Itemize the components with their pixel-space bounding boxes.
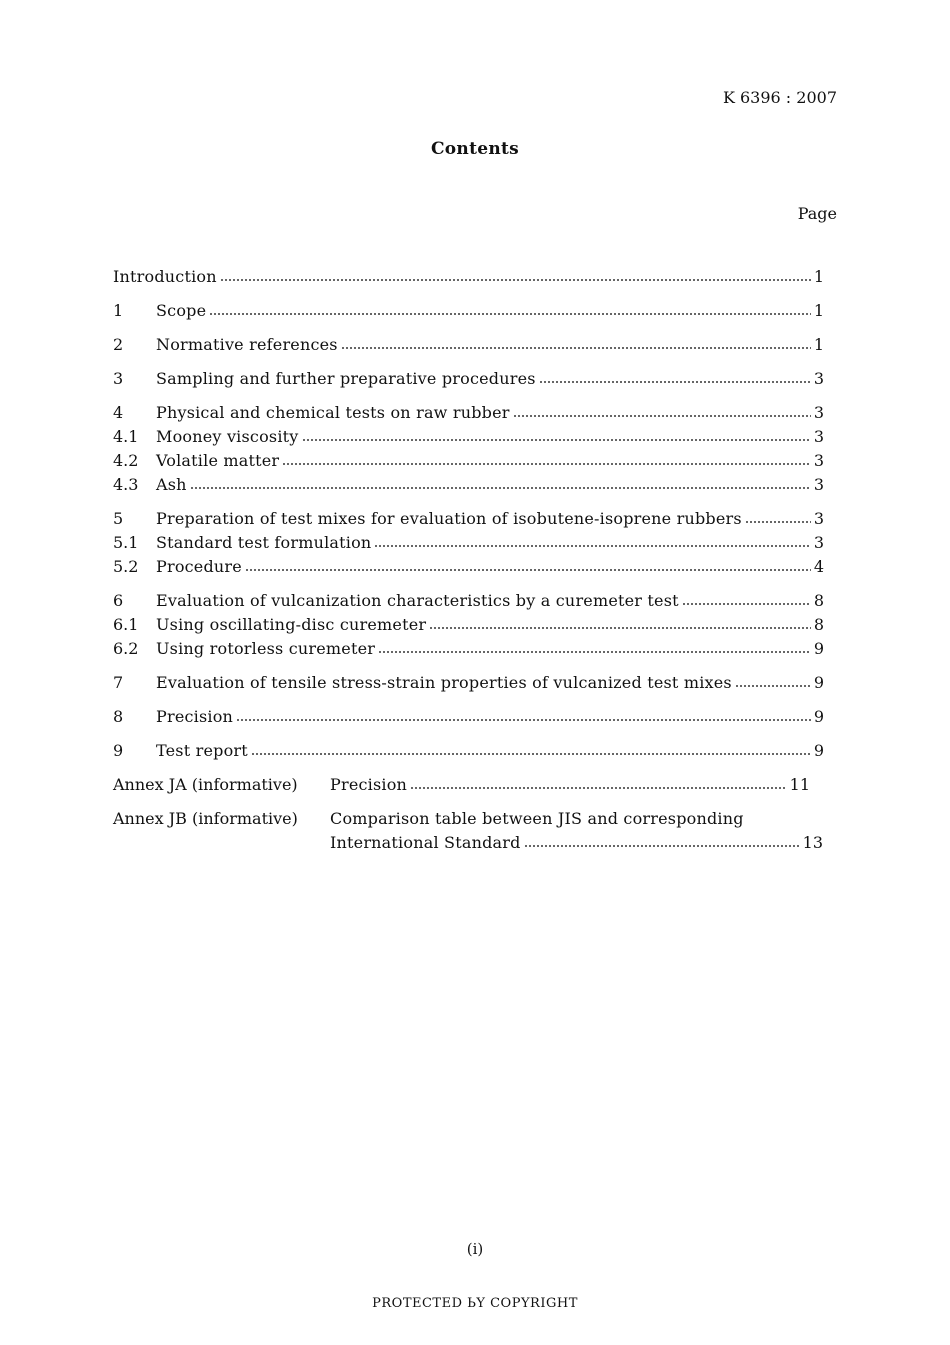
toc-entry-number: 7: [113, 673, 124, 692]
toc-entry-introduction[interactable]: [113, 265, 824, 289]
document-code: K 6396 : 2007: [722, 88, 837, 107]
toc-entry-page: 4: [813, 557, 824, 576]
toc-entry-number: 6.1: [113, 615, 139, 634]
toc-entry-title: Precision: [156, 707, 234, 726]
dot-leader: [251, 753, 811, 755]
toc-entry-4-2[interactable]: [113, 449, 824, 473]
toc-entry-page: 3: [813, 509, 824, 528]
toc-entry-page: 9: [813, 673, 824, 692]
toc-entry-number: 5.2: [113, 557, 139, 576]
toc-entry-number: 5: [113, 509, 124, 528]
toc-entry-page: 8: [813, 591, 824, 610]
toc-entry-page: 11: [789, 775, 810, 794]
toc-entry-page: 13: [802, 833, 823, 852]
toc-entry-number: 8: [113, 707, 124, 726]
toc-entry-page: 1: [813, 335, 824, 354]
toc-entry-page: 1: [813, 301, 824, 320]
toc-entry-annex-ja[interactable]: [113, 773, 810, 797]
toc-entry-page: 3: [813, 427, 824, 446]
toc-entry-title: Ash: [156, 475, 187, 494]
table-of-contents: [113, 265, 824, 855]
toc-entry-title: Procedure: [156, 557, 242, 576]
dot-leader: [682, 603, 811, 605]
dot-leader: [374, 545, 810, 547]
toc-entry-title: Evaluation of tensile stress-strain properties of vulcanized test mixes: [156, 673, 732, 692]
toc-entry-title: Standard test formulation: [156, 533, 372, 552]
toc-entry-7[interactable]: [113, 671, 824, 695]
dot-leader: [745, 521, 811, 523]
toc-entry-title: Normative references: [156, 335, 338, 354]
annex-label: Annex JB (informative): [113, 809, 298, 828]
toc-entry-annex-jb-continued[interactable]: [113, 831, 823, 855]
toc-entry-page: 9: [813, 707, 824, 726]
toc-entry-6-2[interactable]: [113, 637, 824, 661]
toc-entry-number: 1: [113, 301, 124, 320]
dot-leader: [245, 569, 811, 571]
toc-entry-page: 3: [813, 533, 824, 552]
toc-entry-number: 2: [113, 335, 124, 354]
toc-entry-page: 3: [813, 475, 824, 494]
dot-leader: [209, 313, 811, 315]
dot-leader: [190, 487, 811, 489]
page-folio: (i): [466, 1240, 484, 1258]
toc-entry-1[interactable]: [113, 299, 824, 323]
toc-entry-title: Physical and chemical tests on raw rubber: [156, 403, 510, 422]
toc-entry-6[interactable]: [113, 589, 824, 613]
toc-entry-5-1[interactable]: [113, 531, 824, 555]
toc-entry-number: 4.2: [113, 451, 139, 470]
toc-entry-page: 9: [813, 639, 824, 658]
toc-entry-5[interactable]: [113, 507, 824, 531]
toc-entry-9[interactable]: [113, 739, 824, 763]
dot-leader: [378, 651, 811, 653]
toc-entry-title: Test report: [156, 741, 248, 760]
toc-entry-title: Mooney viscosity: [156, 427, 299, 446]
toc-entry-page: 9: [813, 741, 824, 760]
toc-entry-8[interactable]: [113, 705, 824, 729]
annex-label: Annex JA (informative): [113, 775, 298, 794]
toc-entry-number: 5.1: [113, 533, 139, 552]
toc-entry-number: 6.2: [113, 639, 139, 658]
toc-entry-title: Introduction: [113, 267, 217, 286]
dot-leader: [236, 719, 811, 721]
toc-entry-title: Precision: [330, 775, 408, 794]
toc-entry-number: 6: [113, 591, 124, 610]
contents-title: Contents: [430, 139, 520, 159]
page-column-label: Page: [797, 204, 837, 223]
dot-leader: [220, 279, 811, 281]
dot-leader: [429, 627, 811, 629]
toc-entry-number: 4.1: [113, 427, 139, 446]
toc-entry-title: Sampling and further preparative procedures: [156, 369, 536, 388]
dot-leader: [735, 685, 811, 687]
toc-entry-title: Using oscillating-disc curemeter: [156, 615, 427, 634]
toc-entry-title: Using rotorless curemeter: [156, 639, 376, 658]
toc-entry-4-3[interactable]: [113, 473, 824, 497]
toc-entry-4[interactable]: [113, 401, 824, 425]
toc-entry-number: 3: [113, 369, 124, 388]
toc-entry-4-1[interactable]: [113, 425, 824, 449]
toc-entry-title: Evaluation of vulcanization characteristics by a curemeter test: [156, 591, 679, 610]
toc-entry-title-line1: Comparison table between JIS and corresponding: [330, 809, 744, 828]
toc-entry-page: 1: [813, 267, 824, 286]
dot-leader: [341, 347, 811, 349]
toc-entry-5-2[interactable]: [113, 555, 824, 579]
toc-entry-6-1[interactable]: [113, 613, 824, 637]
toc-entry-title: Volatile matter: [156, 451, 280, 470]
dot-leader: [282, 463, 811, 465]
toc-entry-title: Preparation of test mixes for evaluation of isobutene-isoprene rubbers: [156, 509, 742, 528]
toc-entry-page: 3: [813, 369, 824, 388]
toc-entry-title-line2: International Standard: [330, 833, 521, 852]
dot-leader: [302, 439, 811, 441]
toc-entry-annex-jb[interactable]: [113, 807, 810, 831]
dot-leader: [410, 787, 787, 789]
toc-entry-title: Scope: [156, 301, 207, 320]
copyright-footer: PROTECTED ЬY COPYRIGHT: [372, 1296, 578, 1311]
toc-entry-page: 3: [813, 403, 824, 422]
toc-entry-page: 8: [813, 615, 824, 634]
toc-entry-number: 9: [113, 741, 124, 760]
toc-entry-3[interactable]: [113, 367, 824, 391]
dot-leader: [539, 381, 811, 383]
toc-entry-number: 4: [113, 403, 124, 422]
toc-entry-number: 4.3: [113, 475, 139, 494]
toc-entry-page: 3: [813, 451, 824, 470]
toc-entry-2[interactable]: [113, 333, 824, 357]
dot-leader: [513, 415, 811, 417]
dot-leader: [524, 845, 800, 847]
